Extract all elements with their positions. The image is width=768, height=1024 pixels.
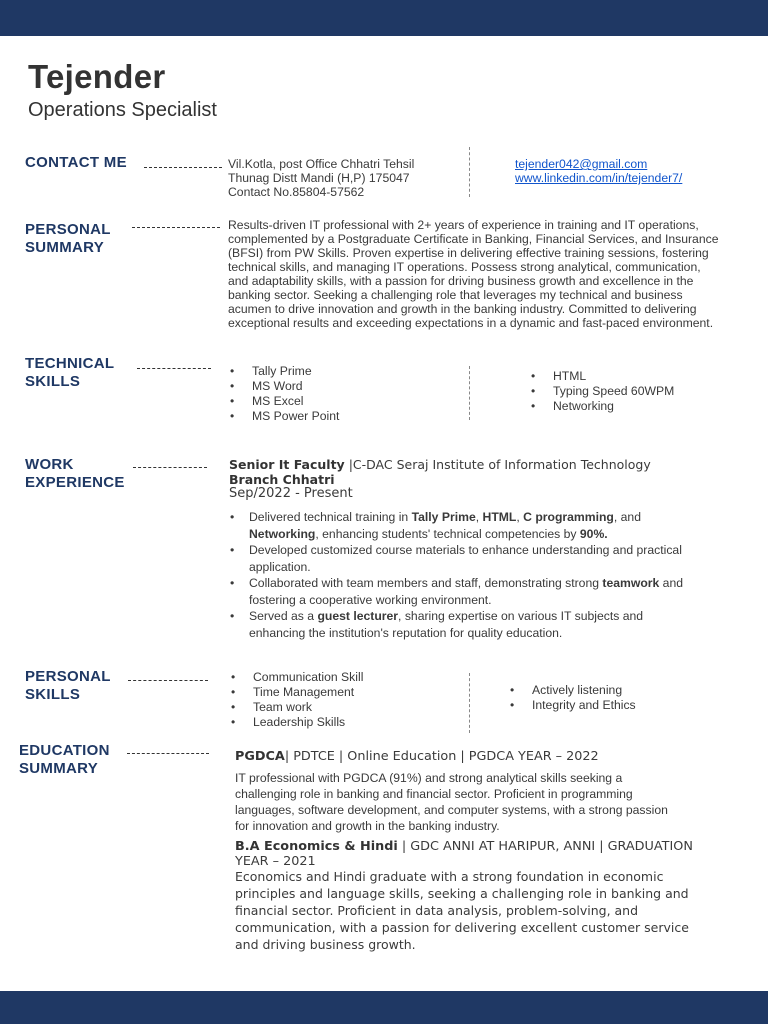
contact-address [228, 157, 414, 199]
personal-skills-right [508, 683, 636, 713]
section-divider [133, 467, 207, 468]
address-line: Thunag Distt Mandi (H,P) 175047 [228, 171, 410, 185]
list-item: • MS Excel [230, 394, 304, 408]
section-title-technical: TECHNICAL SKILLS [25, 355, 115, 390]
column-separator [469, 673, 470, 733]
section-title-contact: CONTACT ME [25, 154, 127, 171]
column-separator [469, 147, 470, 197]
column-separator [469, 366, 470, 420]
technical-skills-right [529, 369, 674, 414]
education-entry-2-heading: B.A Economics & Hindi | GDC ANNI AT HARIPUR, ANNI | GRADUATION YEAR – 2021 [235, 839, 693, 869]
education-entry-1-description: IT professional with PGDCA (91%) and strong analytical skills seeking a challenging role in banking and financial sector. Proficient in programming languages, software development, and computer systems, with a strong passion for innovation and growth in the banking industry. [235, 771, 668, 833]
footer-bar [0, 991, 768, 1024]
candidate-title: Operations Specialist [28, 99, 217, 121]
list-item: • Networking [531, 399, 614, 413]
list-item: • Integrity and Ethics [510, 698, 636, 712]
section-divider [144, 167, 222, 168]
list-item: • Served as a guest lecturer, sharing expertise on various IT subjects and enhancing the institution's reputation for quality education. [230, 609, 644, 640]
education-entry-2-description: Economics and Hindi graduate with a strong foundation in economic principles and language skills, seeking a challenging role in banking and financial sector. Proficient in data analysis, problem-solving, and communication, with a passion for delivering excellent customer service and driving business growth. [235, 869, 689, 952]
list-item: • Communication Skill [231, 670, 364, 684]
list-item: • Leadership Skills [231, 715, 346, 729]
list-item: • Collaborated with team members and staff, demonstrating strong teamwork and fostering a cooperative working environment. [230, 576, 684, 607]
section-title-education: EDUCATION SUMMARY [19, 742, 110, 777]
list-item: • Developed customized course materials to enhance understanding and practical application. [230, 543, 682, 574]
section-divider [128, 680, 208, 681]
work-bullets [229, 509, 683, 641]
list-item: • Time Management [231, 685, 355, 699]
list-item: • Actively listening [510, 683, 623, 697]
list-item: • Tally Prime [230, 364, 312, 378]
list-item: • Typing Speed 60WPM [531, 384, 675, 398]
header-bar [0, 0, 768, 36]
list-item: • Delivered technical training in Tally Prime, HTML, C programming, and Networking, enhancing students' technical competencies by 90%. [230, 510, 641, 541]
section-title-personal-skills: PERSONAL SKILLS [25, 668, 111, 703]
summary-text: Results-driven IT professional with 2+ years of experience in training and IT operations, complemented by a Postgraduate Certificate in Banking, Financial Services, and Insurance (BFSI) from PW Skills. Proven expertise in delivering effective training sessions, fostering technical skills, and managing IT operations. Possess strong analytical, communication, and adaptability skills, with a passion for driving business growth and excellence in the banking sector. Seeking a challenging role that leverages my technical and business acumen to drive innovation and growth in the banking industry. Committed to delivering exceptional results and exceeding expectations in a dynamic and fast-paced environment. [228, 218, 719, 330]
list-item: • MS Word [230, 379, 303, 393]
contact-links [515, 157, 682, 185]
job-title: Senior It Faculty |C-DAC Seraj Institute of Information Technology [229, 457, 651, 472]
job-dates: Sep/2022 - Present [229, 486, 353, 501]
section-title-summary: PERSONAL SUMMARY [25, 221, 111, 256]
section-title-work: WORK EXPERIENCE [25, 456, 125, 491]
job-branch: Branch Chhatri [229, 472, 335, 487]
list-item: • HTML [531, 369, 587, 383]
section-divider [137, 368, 211, 369]
education-entry-1-heading: PGDCA| PDTCE | Online Education | PGDCA YEAR – 2022 [235, 749, 599, 764]
personal-skills-left [229, 670, 363, 730]
technical-skills-left [228, 364, 339, 424]
address-line: Vil.Kotla, post Office Chhatri Tehsil [228, 157, 415, 171]
email-link[interactable]: tejender042@gmail.com [515, 157, 648, 171]
contact-number: Contact No.85804-57562 [228, 185, 365, 199]
linkedin-link[interactable]: www.linkedin.com/in/tejender7/ [515, 171, 683, 185]
list-item: • MS Power Point [230, 409, 340, 423]
section-divider [127, 753, 209, 754]
list-item: • Team work [231, 700, 312, 714]
section-divider [132, 227, 220, 228]
candidate-name: Tejender [28, 58, 166, 95]
